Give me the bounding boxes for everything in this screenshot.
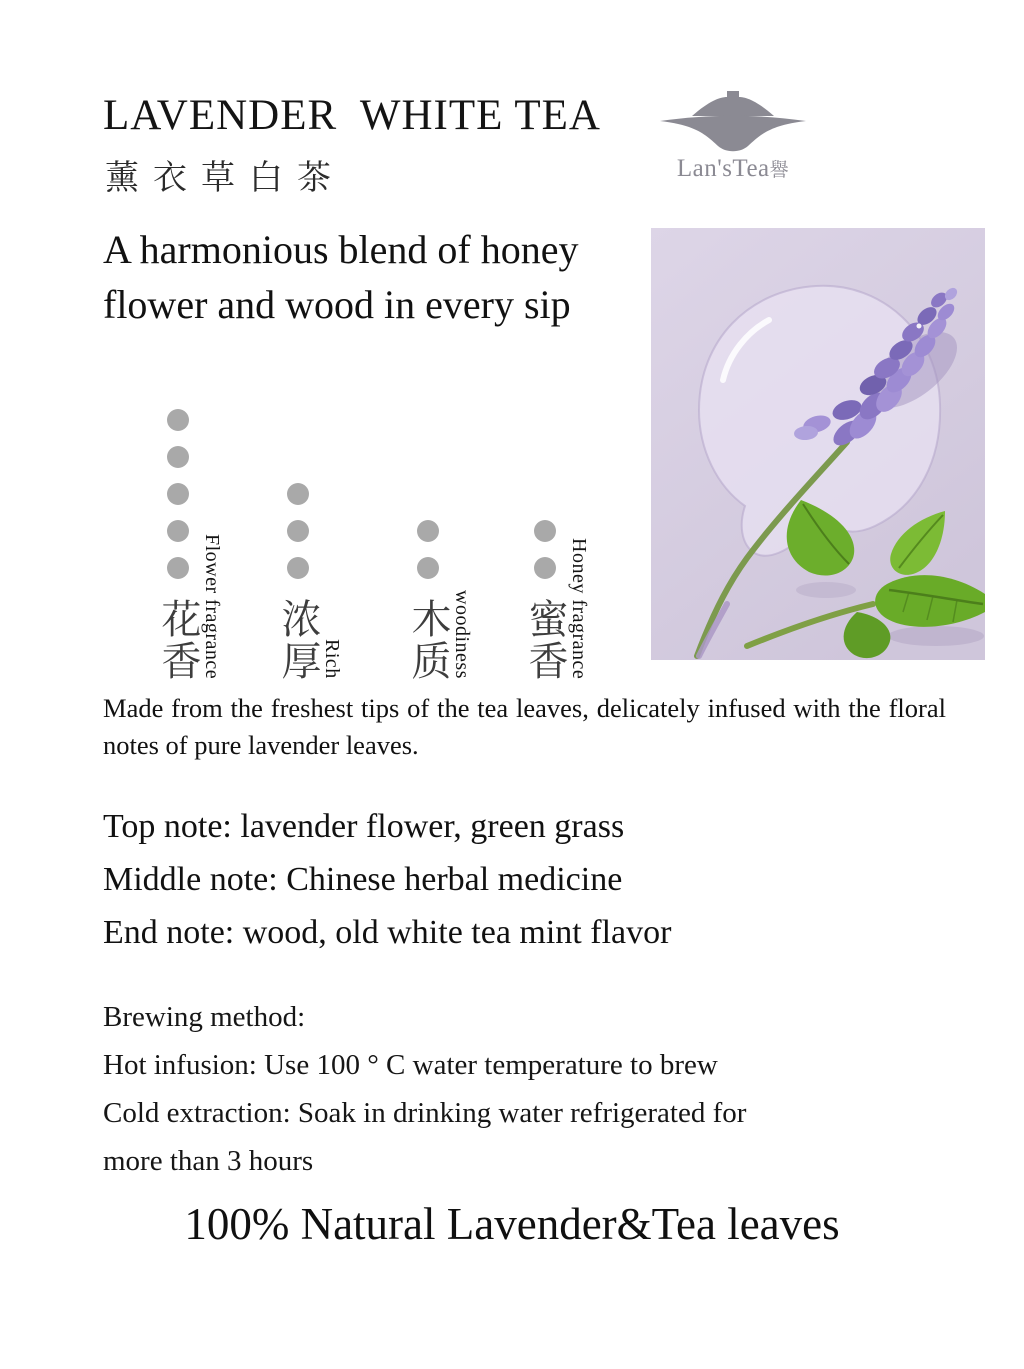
- brewing-hot-infusion: Hot infusion: Use 100 ° C water temperature to brew: [103, 1049, 718, 1081]
- top-note: Top note: lavender flower, green grass: [103, 808, 625, 845]
- brewing-method: [103, 993, 746, 1185]
- intensity-dot: [534, 557, 556, 579]
- middle-note: Middle note: Chinese herbal medicine: [103, 861, 623, 898]
- intensity-dot: [167, 520, 189, 542]
- brand-logo: [648, 88, 818, 183]
- flavor-column-2: [256, 393, 343, 685]
- description-paragraph: Made from the freshest tips of the tea leaves, delicately infused with the floral notes of pure lavender leaves.: [103, 693, 946, 760]
- product-photo: [651, 228, 985, 660]
- end-note: End note: wood, old white tea mint flavor: [103, 914, 672, 951]
- intensity-dot: [287, 557, 309, 579]
- brewing-cold-extraction-cont: more than 3 hours: [103, 1145, 314, 1177]
- flavor-intensity-chart: [142, 393, 647, 685]
- intensity-dot: [167, 446, 189, 468]
- intensity-dot: [167, 557, 189, 579]
- intensity-dots: [534, 520, 556, 579]
- intensity-dots: [167, 409, 189, 579]
- flavor-column-3: [386, 393, 473, 685]
- brewing-heading: Brewing method:: [103, 1001, 306, 1033]
- flavor-label-zh: 浓厚: [276, 598, 321, 682]
- intensity-dot: [534, 520, 556, 542]
- intensity-dot: [167, 409, 189, 431]
- intensity-dots: [417, 520, 439, 579]
- brand-seal-character: 譽: [769, 160, 790, 181]
- tagline-line-2: flower and wood in every sip: [103, 282, 571, 327]
- flavor-column-4: [503, 393, 590, 685]
- intensity-dot: [417, 520, 439, 542]
- page-title-chinese: 薰衣草白茶: [105, 160, 345, 197]
- intensity-dots: [287, 483, 309, 579]
- page-title: LAVENDER WHITE TEA: [103, 92, 601, 139]
- flavor-column-1: [136, 393, 223, 685]
- tagline-line-1: A harmonious blend of honey: [103, 227, 579, 272]
- tagline: [103, 222, 579, 332]
- intensity-dot: [417, 557, 439, 579]
- teapot-icon: [648, 88, 818, 154]
- intensity-dot: [167, 483, 189, 505]
- brewing-cold-extraction: Cold extraction: Soak in drinking water refrigerated for: [103, 1097, 747, 1129]
- brand-name: Lan'sTea譽: [676, 155, 790, 182]
- flavor-label-en: Flower fragrance: [201, 533, 223, 679]
- flavor-label-zh: 木质: [406, 598, 451, 682]
- lavender-tea-photo-illustration: [651, 228, 985, 660]
- intensity-dot: [287, 483, 309, 505]
- intensity-dot: [287, 520, 309, 542]
- flavor-label-zh: 蜜香: [523, 598, 568, 682]
- flavor-label-en: Rich: [321, 639, 343, 679]
- footer-claim: 100% Natural Lavender&Tea leaves: [184, 1199, 840, 1249]
- flavor-label-en: Honey fragrance: [568, 537, 590, 679]
- flavor-label-en: woodiness: [451, 590, 473, 679]
- flavor-label-zh: 花香: [156, 598, 201, 682]
- flavor-notes: [103, 800, 671, 959]
